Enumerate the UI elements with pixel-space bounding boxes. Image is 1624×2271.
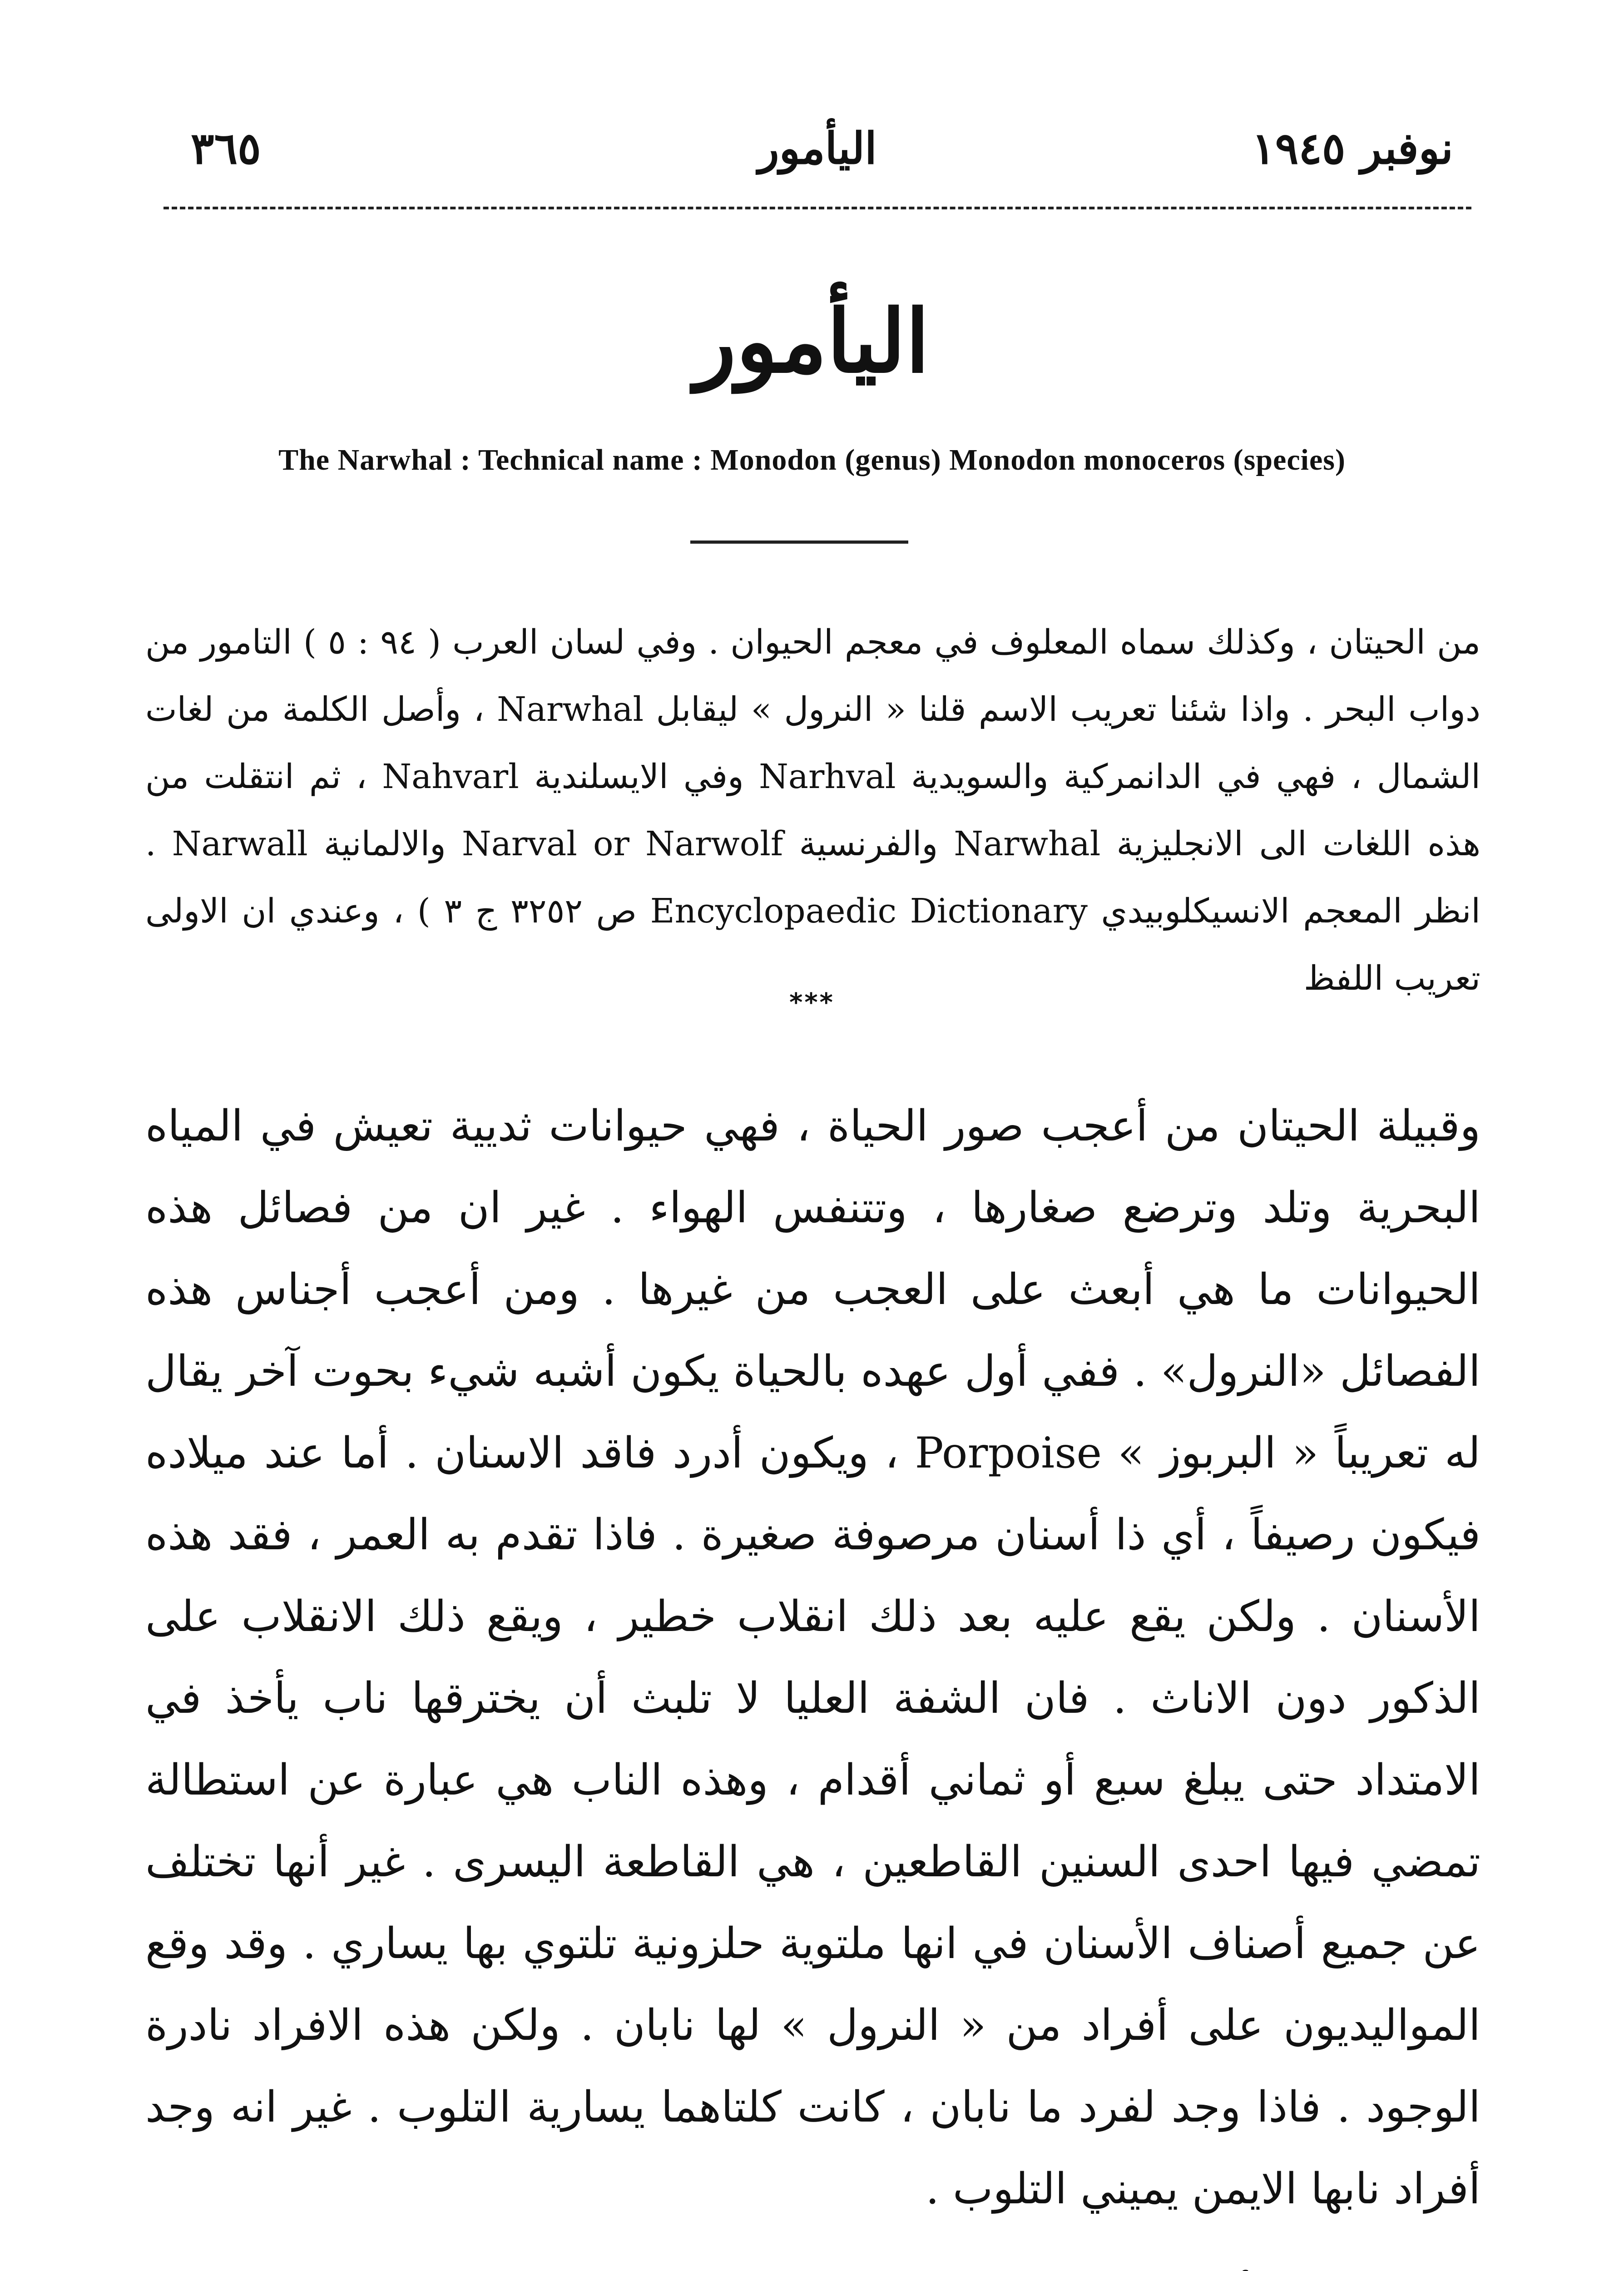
article-title: اليأمور: [694, 291, 930, 392]
body-paragraph-1: وقبيلة الحيتان من أعجب صور الحياة ، فهي حيوانات ثديية تعيش في المياه البحرية وتلد وترضع صغارها ، وتتنفس الهواء . غير ان من فصائل هذه الحيوانات ما هي أبعث على العجب من غيرها . ومن أعجب أجناس هذه الفصائل «النرول» . ففي أول عهده بالحياة يكون أشبه شيء بحوت آخر يقال له تعريباً « البربوز » Porpoise ، ويكون أدرد فاقد الاسنان . أما عند ميلاده فيكون رصيفاً ، أي ذا أسنان مرصوفة صغيرة . فاذا تقدم به العمر ، فقد هذه الأسنان . ولكن يقع عليه بعد ذلك انقلاب خطير ، ويقع ذلك الانقلاب على الذكور دون الاناث . فان الشفة العليا لا تلبث أن يخترقها ناب يأخذ في الامتداد حتى يبلغ سبع أو ثماني أقدام ، وهذه الناب هي عبارة عن استطالة تمضي فيها احدى السنين القاطعين ، هي القاطعة اليسرى . غير أنها تختلف عن جميع أصناف الأسنان في انها ملتوية حلزونية تلتوي بها يساري . وقد وقع المواليديون على أفراد من « النرول » لها نابان . ولكن هذه الافراد نادرة الوجود . فاذا وجد لفرد ما نابان ، كانت كلتاهما يسارية التلوب . غير انه وجد أفراد نابها الايمن يميني التلوب .: [145, 1101, 1480, 2214]
section-separator: ***: [789, 988, 835, 1017]
article-subtitle: The Narwhal : Technical name : Monodon (genus) Monodon monoceros (species): [278, 443, 1346, 476]
header-page-number: ٣٦٥: [191, 123, 261, 174]
header-running-title: اليأمور: [758, 123, 877, 174]
header-divider: [163, 207, 1471, 209]
article-body: [145, 1086, 1480, 2271]
body-paragraph-2: [145, 2257, 1480, 2271]
title-divider: [690, 540, 908, 544]
page-header: [163, 123, 1471, 191]
etymology-note: من الحيتان ، وكذلك سماه المعلوف في معجم الحيوان . وفي لسان العرب ( ٩٤ : ٥ ) التامور من دواب البحر . واذا شئنا تعريب الاسم قلنا « النرول » ليقابل Narwhal ، وأصل الكلمة من لغات الشمال ، فهي في الدانمركية والسويدية Narhval وفي الايسلندية Nahvarl ، ثم انتقلت من هذه اللغات الى الانجليزية Narwhal والفرنسية Narval or Narwolf والالمانية Narwall . انظر المعجم الانسيكلوبيدي Encyclopaedic Dictionary ص ٣٢٥٢ ج ٣ ) ، وعندي ان الاولى تعريب اللفظ: [145, 623, 1480, 998]
header-date: نوفبر ١٩٤٥: [1252, 123, 1453, 174]
